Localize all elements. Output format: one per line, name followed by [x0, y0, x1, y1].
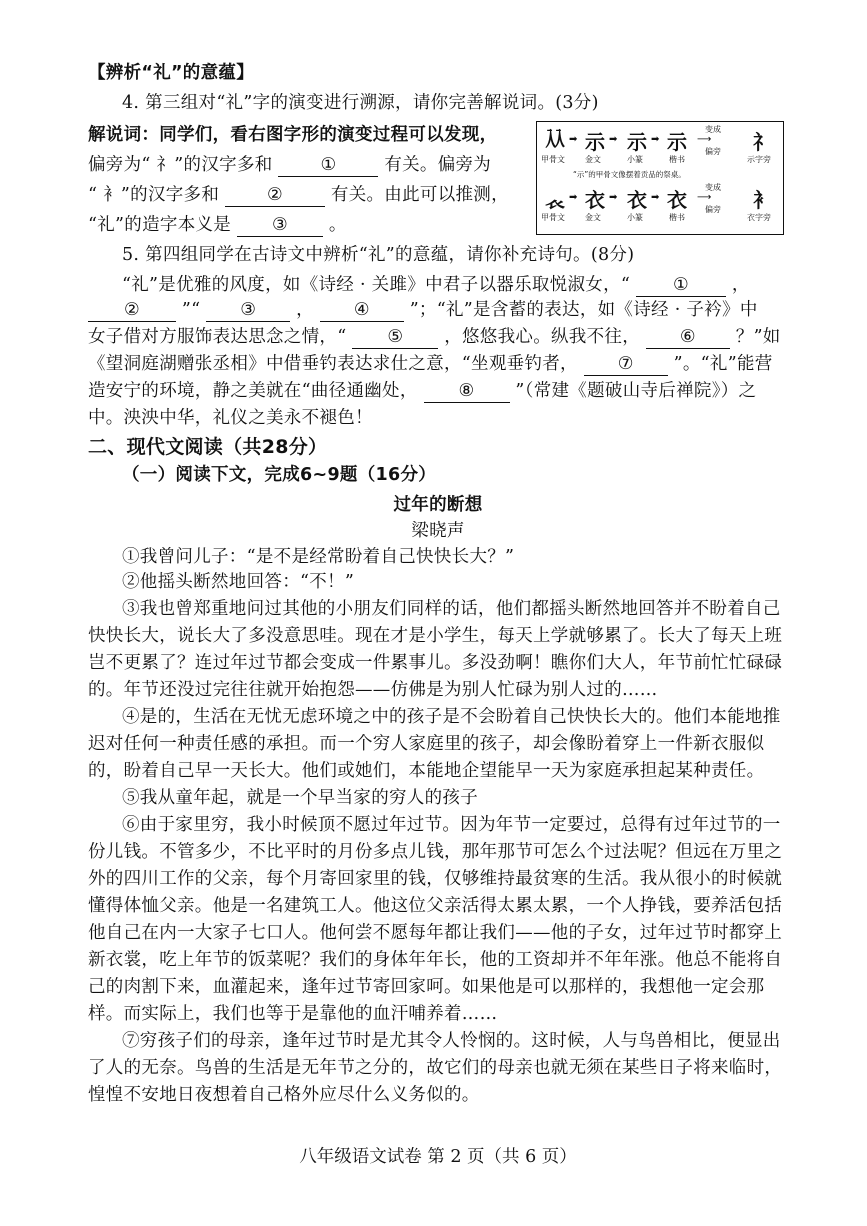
regular-glyph: 衣 [667, 188, 687, 212]
answer-blank-6[interactable]: ⑥ [646, 326, 730, 349]
paragraph-2: ②他摇头断然地回答：“不！” [122, 572, 355, 592]
shi-evolution-row [541, 124, 779, 174]
answer-blank-1[interactable]: ① [278, 154, 378, 177]
paragraph-6-line: 样。而实际上，我们也等于是靠他的血汗哺养着…… [88, 1004, 498, 1024]
script-label: 甲骨文 [541, 155, 565, 164]
seal-glyph: 衣 [627, 188, 647, 212]
arrow-icon: ➡ [609, 134, 618, 145]
q4-line-2 [88, 153, 528, 177]
answer-blank-7[interactable]: ⑦ [584, 353, 668, 376]
script-label: 小篆 [627, 155, 643, 164]
paragraph-5: ⑤我从童年起，就是一个早当家的穷人的孩子 [122, 788, 478, 808]
radical-label: 偏旁 [705, 205, 721, 214]
figure-note: “示”的甲骨文像摆着贡品的祭桌。 [573, 170, 686, 179]
yi-evolution-row [541, 182, 779, 232]
character-evolution-figure [536, 121, 784, 235]
oracle-glyph: 𧘇 [545, 188, 565, 212]
paragraph-4-line: ④是的，生活在无忧无虑环境之中的孩子是不会盼着自己快快长大的。他们本能地推 [122, 707, 781, 727]
question-group-header: 【辨析“礼”的意蕴】 [88, 63, 255, 83]
q5-line-6: 中。泱泱中华，礼仪之美永不褪色！ [88, 408, 373, 428]
paragraph-1: ①我曾问儿子：“是不是经常盼着自己快快长大？” [122, 547, 515, 567]
q4-text: “礼”的造字本义是 [88, 215, 232, 235]
part-heading: （一）阅读下文，完成6~9题（16分） [122, 465, 437, 485]
q4-line-1 [88, 123, 528, 147]
script-label: 楷书 [669, 213, 685, 222]
q5-text: “礼”是优雅的风度，如《诗经 · 关雎》中君子以器乐取悦淑女，“ [122, 275, 631, 295]
paragraph-6-line: 份儿钱。不管多少，不比平时的月份多点儿钱，那年那节可怎么个过法呢？但远在万里之 [88, 842, 783, 862]
change-label: 变成 [705, 125, 721, 134]
q5-text: 造安宁的环境，静之美就在“曲径通幽处， [88, 381, 418, 401]
answer-blank-5[interactable]: ⑤ [352, 326, 438, 349]
q5-text: 女子借对方服饰表达思念之情，“ [88, 327, 347, 347]
q5-text: ，悠悠我心。纵我不往， [444, 327, 641, 347]
paragraph-7-line: 惶惶不安地日夜想着自己格外应尽什么义务似的。 [88, 1085, 480, 1105]
answer-blank-1[interactable]: ① [636, 274, 726, 297]
q5-line-2 [88, 298, 788, 322]
q4-explain-label: 解说词：同学们，看右图字形的演变过程可以发现， [88, 125, 498, 145]
q4-line-4 [88, 213, 528, 237]
q5-text: ， [296, 300, 314, 320]
radical-glyph: 礻 [753, 130, 773, 154]
q5-line-1 [122, 273, 788, 297]
answer-blank-2[interactable]: ② [225, 184, 325, 207]
paragraph-7-line: ⑦穷孩子们的母亲，逢年过节时是尤其令人怜悯的。这时候，人与鸟兽相比，便显出 [122, 1031, 781, 1051]
arrow-icon: ➡ [651, 134, 660, 145]
regular-glyph: 示 [667, 130, 687, 154]
paragraph-6-line: 己的肉割下来，血灌起来，逢年过节寄回家呵。如果他是可以那样的，我想他一定会那 [88, 977, 765, 997]
answer-blank-2[interactable]: ② [88, 299, 176, 322]
answer-blank-3[interactable]: ③ [237, 214, 323, 237]
section-heading: 二、现代文阅读（共28分） [88, 436, 328, 458]
q4-line-3 [88, 183, 528, 207]
script-label: 甲骨文 [541, 213, 565, 222]
article-author: 梁晓声 [411, 521, 465, 541]
q4-text: 有关。由此可以推测， [330, 185, 509, 205]
paragraph-6-line: ⑥由于家里穷，我小时候顶不愿过年过节。因为年节一定要过，总得有过年过节的一 [122, 815, 781, 835]
q4-text: 有关。偏旁为 [384, 155, 492, 175]
paragraph-3-line: ③我也曾郑重地问过其他的小朋友们同样的话，他们都摇头断然地回答并不盼着自己 [122, 599, 781, 619]
paragraph-6-line: 外的四川工作的父亲，每个月寄回家里的钱，仅够维持最贫寒的生活。我从很小的时候就 [88, 869, 783, 889]
q5-text: ”（常建《题破山寺后禅院》）之 [515, 381, 757, 401]
q4-text: “ 衤”的汉字多和 [88, 185, 220, 205]
q4-text: 。 [328, 215, 347, 235]
bronze-glyph: 示 [585, 130, 605, 154]
oracle-glyph: 𠓜 [545, 127, 565, 151]
arrow-icon: ➡ [569, 134, 578, 145]
arrow-icon: ➡ [609, 192, 618, 203]
q5-line-4 [88, 352, 788, 376]
article-title: 过年的断想 [393, 495, 483, 515]
script-label: 楷书 [669, 155, 685, 164]
q5-line-5 [88, 379, 788, 403]
arrow-icon: ➡ [651, 192, 660, 203]
q5-text: ”；“礼”是含蓄的表达，如《诗经 · 子衿》中 [409, 300, 758, 320]
script-label: 小篆 [627, 213, 643, 222]
answer-blank-4[interactable]: ④ [320, 299, 404, 322]
paragraph-4-line: 迟对任何一种责任感的承担。而一个穷人家庭里的孩子，却会像盼着穿上一件新衣服似 [88, 734, 765, 754]
paragraph-6-line: 他自己在内一大家子七口人。他何尝不愿每年都让我们——他的子女，过年过节时都穿上 [88, 923, 783, 943]
q5-text: ”。“礼”能营 [673, 354, 773, 374]
script-label: 金文 [585, 155, 601, 164]
q5-text: ”“ [181, 300, 201, 320]
q4-text: 偏旁为“ 礻”的汉字多和 [88, 155, 273, 175]
paragraph-3-line: 岂不更累了？连过年过节都会变成一件累事儿。多没劲啊！瞧你们大人，年节前忙忙碌碌 [88, 653, 783, 673]
script-label: 示字旁 [747, 155, 771, 164]
q5-text: 《望洞庭湖赠张丞相》中借垂钓表达求仕之意，“坐观垂钓者， [88, 354, 578, 374]
answer-blank-8[interactable]: ⑧ [424, 380, 510, 403]
change-label: 变成 [705, 183, 721, 192]
q5-text: ， [731, 275, 750, 295]
question-4-stem: 4. 第三组对“礼”字的演变进行溯源，请你完善解说词。(3分) [122, 93, 599, 113]
paragraph-7-line: 了人的无奈。鸟兽的生活是无年节之分的，故它们的母亲也就无须在某些日子将来临时， [88, 1058, 783, 1078]
paragraph-6-line: 新衣裳，吃上年节的饭菜呢？我们的身体年年长，他的工资却并不年年涨。他总不能将自 [88, 950, 783, 970]
paragraph-3-line: 快快长大，说长大了多没意思哇。现在才是小学生，每天上学就够累了。长大了每天上班 [88, 626, 783, 646]
paragraph-3-line: 的。年节还没过完往往就开始抱怨——仿佛是为别人忙碌为别人过的…… [88, 680, 658, 700]
radical-label: 偏旁 [705, 147, 721, 156]
paragraph-6-line: 懂得体恤父亲。他是一名建筑工人。他这位父亲活得太累太累，一个人挣钱，要养活包括 [88, 896, 783, 916]
page-footer: 八年级语文试卷 第 2 页（共 6 页） [299, 1147, 577, 1167]
script-label: 金文 [585, 213, 601, 222]
arrow-icon: ➡ [569, 192, 578, 203]
answer-blank-3[interactable]: ③ [206, 299, 290, 322]
q5-text: ？”如 [735, 327, 781, 347]
long-arrow-icon: ⟶ [697, 134, 712, 145]
paragraph-4-line: 的，盼着自己早一天长大。他们或她们，本能地企望能早一天为家庭承担起某种责任。 [88, 761, 765, 781]
radical-glyph: 衤 [753, 188, 773, 212]
q5-line-3 [88, 325, 788, 349]
seal-glyph: 示 [627, 130, 647, 154]
bronze-glyph: 衣 [585, 188, 605, 212]
question-5-stem: 5. 第四组同学在古诗文中辨析“礼”的意蕴，请你补充诗句。(8分) [122, 245, 635, 265]
script-label: 衣字旁 [747, 213, 771, 222]
long-arrow-icon: ⟶ [697, 192, 712, 203]
